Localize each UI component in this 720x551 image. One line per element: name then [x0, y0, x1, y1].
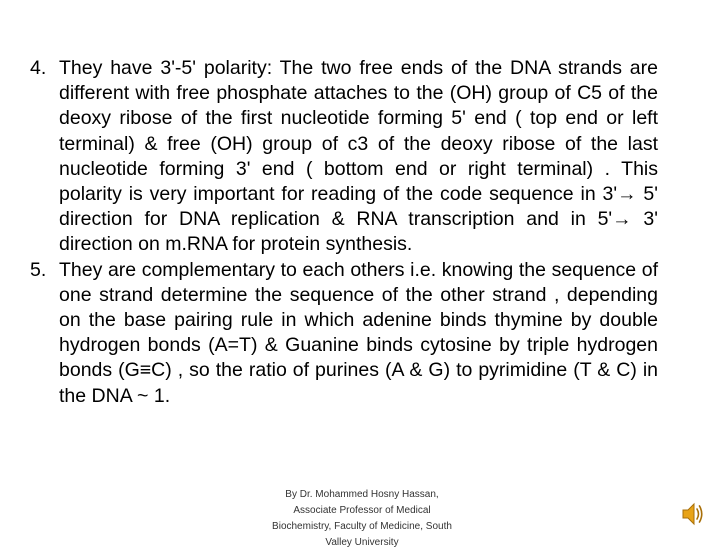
list-item-text: They have 3'-5' polarity: The two free ends of the DNA strands are different with free phosphate attaches to the (OH) group of C5 of the deoxy ribose of the first nucleotide forming 5' end ( top end or left terminal) & free (OH) group of c3 of the deoxy ribose of the last nucleotide forming 3' end ( bottom end or right terminal) . This polarity is very important for reading of the code sequence in 3'→ 5' direction for DNA replication & RNA transcription and in 5'→ 3' direction on m.RNA for protein synthesis.: [59, 57, 658, 256]
author-credit: By Dr. Mohammed Hosny Hassan, Associate Professor of Medical Biochemistry, Faculty of Medicine, South Valley University: [272, 489, 452, 548]
list-item-number: 4.: [30, 57, 47, 79]
slide-body: [30, 56, 658, 409]
speaker-icon[interactable]: [680, 501, 706, 527]
list-item-number: 5.: [30, 258, 47, 281]
list-item: [30, 258, 658, 409]
list-item-text: They are complementary to each others i.e. knowing the sequence of one strand determine the sequence of the other strand , depending on the base pairing rule in which adenine binds thymine by double hydrogen bonds (A=T) & Guanine binds cytosine by triple hydrogen bonds (G≡C) , so the ratio of purines (A & G) to pyrimidine (T & C) in the DNA ~ 1.: [59, 258, 658, 407]
list-item: [30, 56, 658, 258]
